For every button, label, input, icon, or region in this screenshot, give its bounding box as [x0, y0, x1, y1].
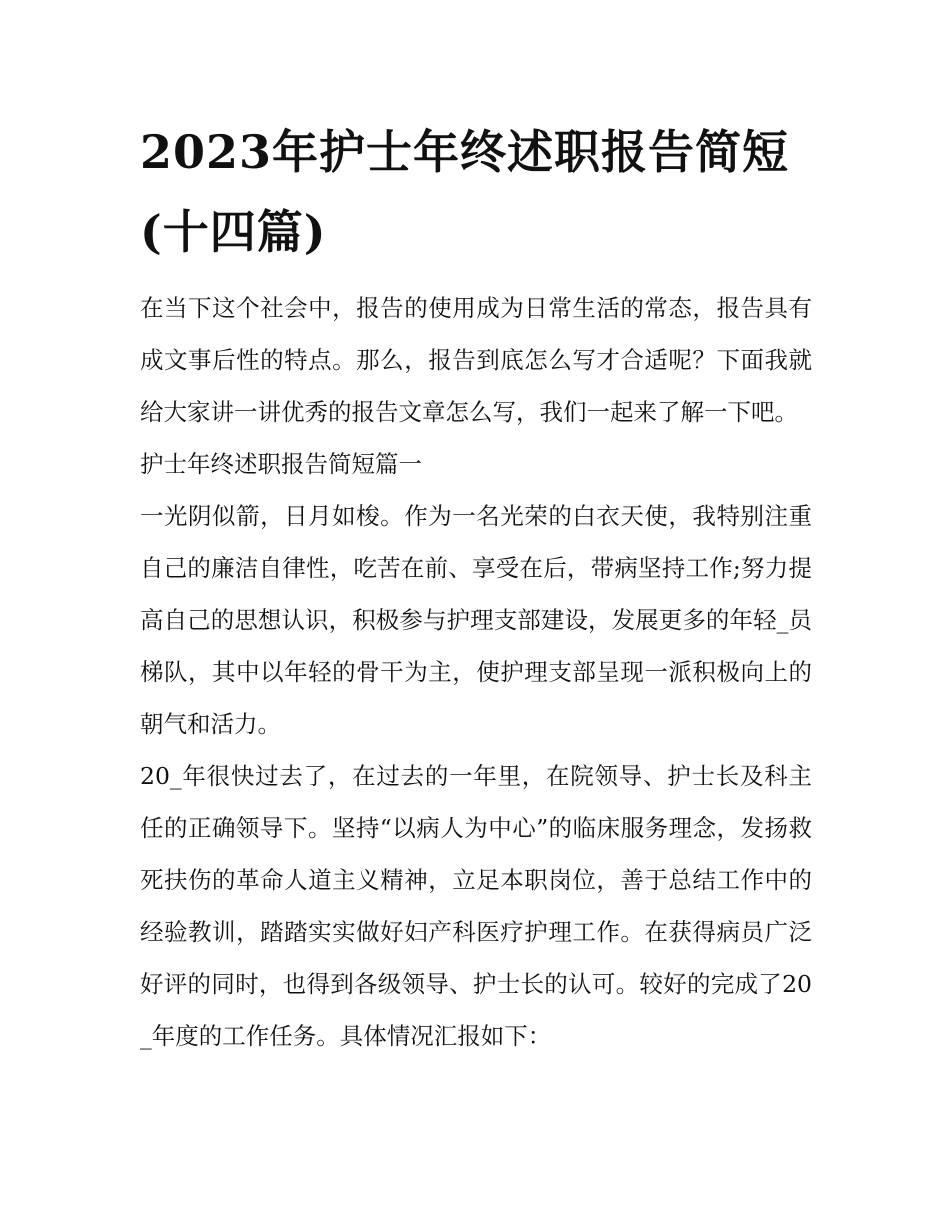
- body-paragraph-1: 一光阴似箭，日月如梭。作为一名光荣的白衣天使，我特别注重自己的廉洁自律性，吃苦在前、享受在后，带病坚持工作;努力提高自己的思想认识，积极参与护理支部建设，发展更多的年轻_员梯队，其中以年轻的骨干为主，使护理支部呈现一派积极向上的朝气和活力。: [140, 502, 812, 738]
- document-page: [140, 112, 812, 1062]
- section-heading: 护士年终述职报告简短篇一: [140, 450, 422, 478]
- intro-paragraph: 在当下这个社会中，报告的使用成为日常生活的常态，报告具有成文事后性的特点。那么，报告到底怎么写才合适呢？下面我就给大家讲一讲优秀的报告文章怎么写，我们一起来了解一下吧。: [140, 294, 812, 426]
- body-paragraph-2: 20_年很快过去了，在过去的一年里，在院领导、护士长及科主任的正确领导下。坚持“以病人为中心”的临床服务理念，发扬救死扶伤的革命人道主义精神，立足本职岗位，善于总结工作中的经验教训，踏踏实实做好妇产科医疗护理工作。在获得病员广泛好评的同时，也得到各级领导、护士长的认可。较好的完成了20_年度的工作任务。具体情况汇报如下：: [140, 762, 812, 1050]
- document-title: 2023年护士年终述职报告简短(十四篇): [140, 125, 790, 259]
